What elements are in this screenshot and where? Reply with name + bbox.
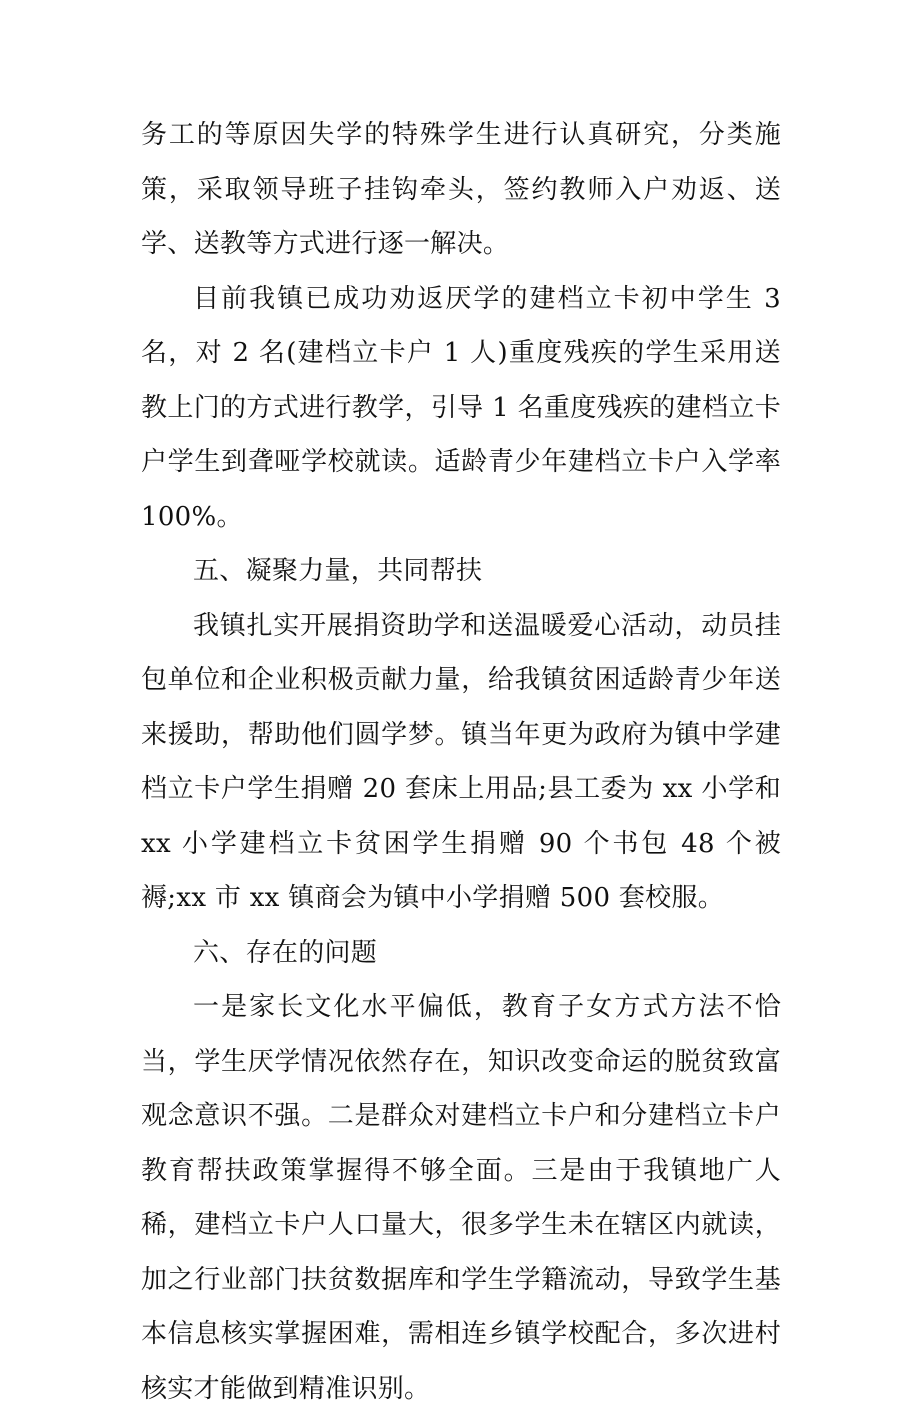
section-heading-five: 五、凝聚力量，共同帮扶 — [193, 556, 483, 586]
paragraph-donations: 我镇扎实开展捐资助学和送温暖爱心活动，动员挂包单位和企业积极贡献力量，给我镇贫困适龄青少年送来援助，帮助他们圆学梦。镇当年更为政府为镇中学建档立卡户学生捐赠 20 套床上用品;县工委为 xx 小学和 xx 小学建档立卡贫困学生捐赠 90 个书包 48 个被褥;xx 市 xx 镇商会为镇中小学捐赠 500 套校服。 — [141, 610, 781, 913]
document-body — [141, 108, 781, 1416]
paragraph-continuation: 务工的等原因失学的特殊学生进行认真研究，分类施策，采取领导班子挂钩牵头，签约教师入户劝返、送学、送教等方式进行逐一解决。 — [141, 120, 781, 259]
section-heading-six: 六、存在的问题 — [193, 937, 378, 968]
paragraph-enrollment-results: 目前我镇已成功劝返厌学的建档立卡初中学生 3 名，对 2 名(建档立卡户 1 人)重度残疾的学生采用送教上门的方式进行教学，引导 1 名重度残疾的建档立卡户学生到聋哑学校就读。适龄青少年建档立卡户入学率 100%。 — [141, 283, 781, 532]
paragraph-problems: 一是家长文化水平偏低，教育子女方式方法不恰当，学生厌学情况依然存在，知识改变命运的脱贫致富观念意识不强。二是群众对建档立卡户和分建档立卡户教育帮扶政策掌握得不够全面。三是由于我镇地广人稀，建档立卡户人口量大，很多学生未在辖区内就读，加之行业部门扶贫数据库和学生学籍流动，导致学生基本信息核实掌握困难，需相连乡镇学校配合，多次进村核实才能做到精准识别。 — [141, 992, 781, 1404]
